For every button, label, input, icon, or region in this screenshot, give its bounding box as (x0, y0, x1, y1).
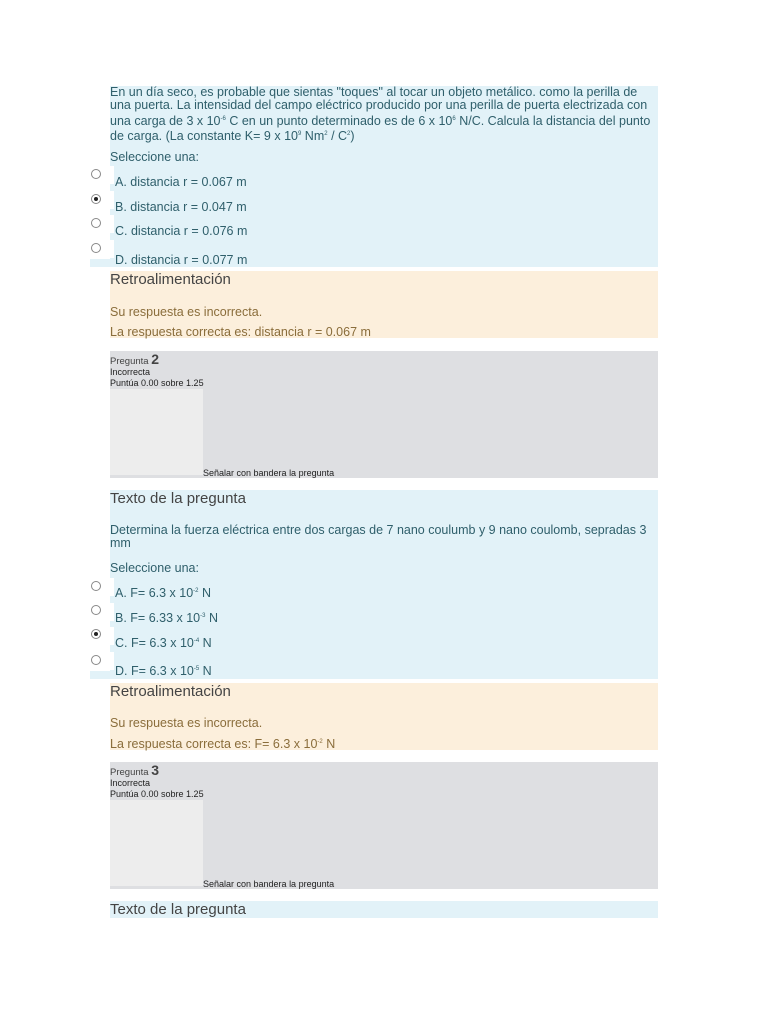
q2-feedback-correct: La respuesta correcta es: F= 6.3 x $10^{-2}$ N (110, 737, 336, 751)
q1-radio-a[interactable] (91, 169, 101, 179)
q1-left-strip (90, 259, 110, 267)
q2-answer-b[interactable]: B. F= 6.33 x $10^{-3}$ N (115, 611, 218, 625)
q2-info-box (110, 351, 658, 478)
q2-feedback-status: Su respuesta es incorrecta. (110, 716, 263, 730)
q3-state: Incorrecta (110, 778, 151, 788)
q2-grade: Puntúa 0.00 sobre 1.25 (110, 378, 204, 388)
q2-feedback-box (110, 683, 658, 750)
q3-info-box (110, 762, 658, 889)
q1-radio-d[interactable] (91, 243, 101, 253)
q2-left-strip (90, 671, 110, 679)
q2-answer-a[interactable]: A. F= 6.3 x $10^{-2}$ N (115, 586, 212, 600)
q2-answer-d[interactable]: D. F= 6.3 x $10^{-5}$ N (115, 664, 212, 678)
q2-radio-b[interactable] (91, 605, 101, 615)
q1-feedback-correct: La respuesta correcta es: distancia r = 0.067 m (110, 325, 371, 339)
q2-info-block (110, 389, 203, 475)
q1-radio-b[interactable] (91, 194, 101, 204)
q1-answer-a[interactable]: A. distancia r = 0.067 m (115, 175, 247, 189)
q1-answer-b[interactable]: B. distancia r = 0.047 m (115, 200, 247, 214)
q2-flag-link[interactable]: Señalar con bandera la pregunta (203, 468, 335, 478)
q2-answer-c[interactable]: C. F= 6.3 x $10^{-4}$ N (115, 636, 212, 650)
q2-radio-a[interactable] (91, 581, 101, 591)
q1-answer-d[interactable]: D. distancia r = 0.077 m (115, 253, 248, 267)
q3-grade: Puntúa 0.00 sobre 1.25 (110, 789, 204, 799)
q1-select-prompt: Seleccione una: (110, 150, 199, 164)
q3-info-block (110, 800, 203, 886)
q1-feedback-status: Su respuesta es incorrecta. (110, 305, 263, 319)
q2-state: Incorrecta (110, 367, 151, 377)
q3-section-title: Texto de la pregunta (110, 901, 246, 918)
q2-question-text: Determina la fuerza eléctrica entre dos cargas de 7 nano coulumb y 9 nano coulomb, sepradas 3 mm (110, 523, 647, 551)
q2-radio-c[interactable] (91, 629, 101, 639)
q1-radio-c[interactable] (91, 218, 101, 228)
q2-section-title: Texto de la pregunta (110, 490, 246, 507)
q3-question-number: Pregunta 3 (110, 762, 159, 778)
q3-flag-link[interactable]: Señalar con bandera la pregunta (203, 879, 335, 889)
q2-question-number: Pregunta 2 (110, 351, 159, 367)
q2-radio-d[interactable] (91, 655, 101, 665)
q1-answer-c[interactable]: C. distancia r = 0.076 m (115, 224, 248, 238)
q2-feedback-title: Retroalimentación (110, 683, 231, 700)
q1-question-text: En un día seco, es probable que sientas "toques" al tocar un objeto metálico. como la perilla de una puerta. La intensidad del campo eléctrico producido por una perilla de puerta electrizada con una carga de 3 x $10^{-6}$ C en un punto determinado es de 6 x $10^6$ N/C. Calcula la distancia del punto de carga. (La constante K= 9 x $10^9$ $Nm^2 / C^2$) (110, 85, 651, 144)
q3-question-box (110, 901, 658, 918)
q2-question-box (110, 490, 658, 679)
q1-feedback-box (110, 271, 658, 338)
q2-select-prompt: Seleccione una: (110, 561, 199, 575)
q1-feedback-title: Retroalimentación (110, 271, 231, 288)
